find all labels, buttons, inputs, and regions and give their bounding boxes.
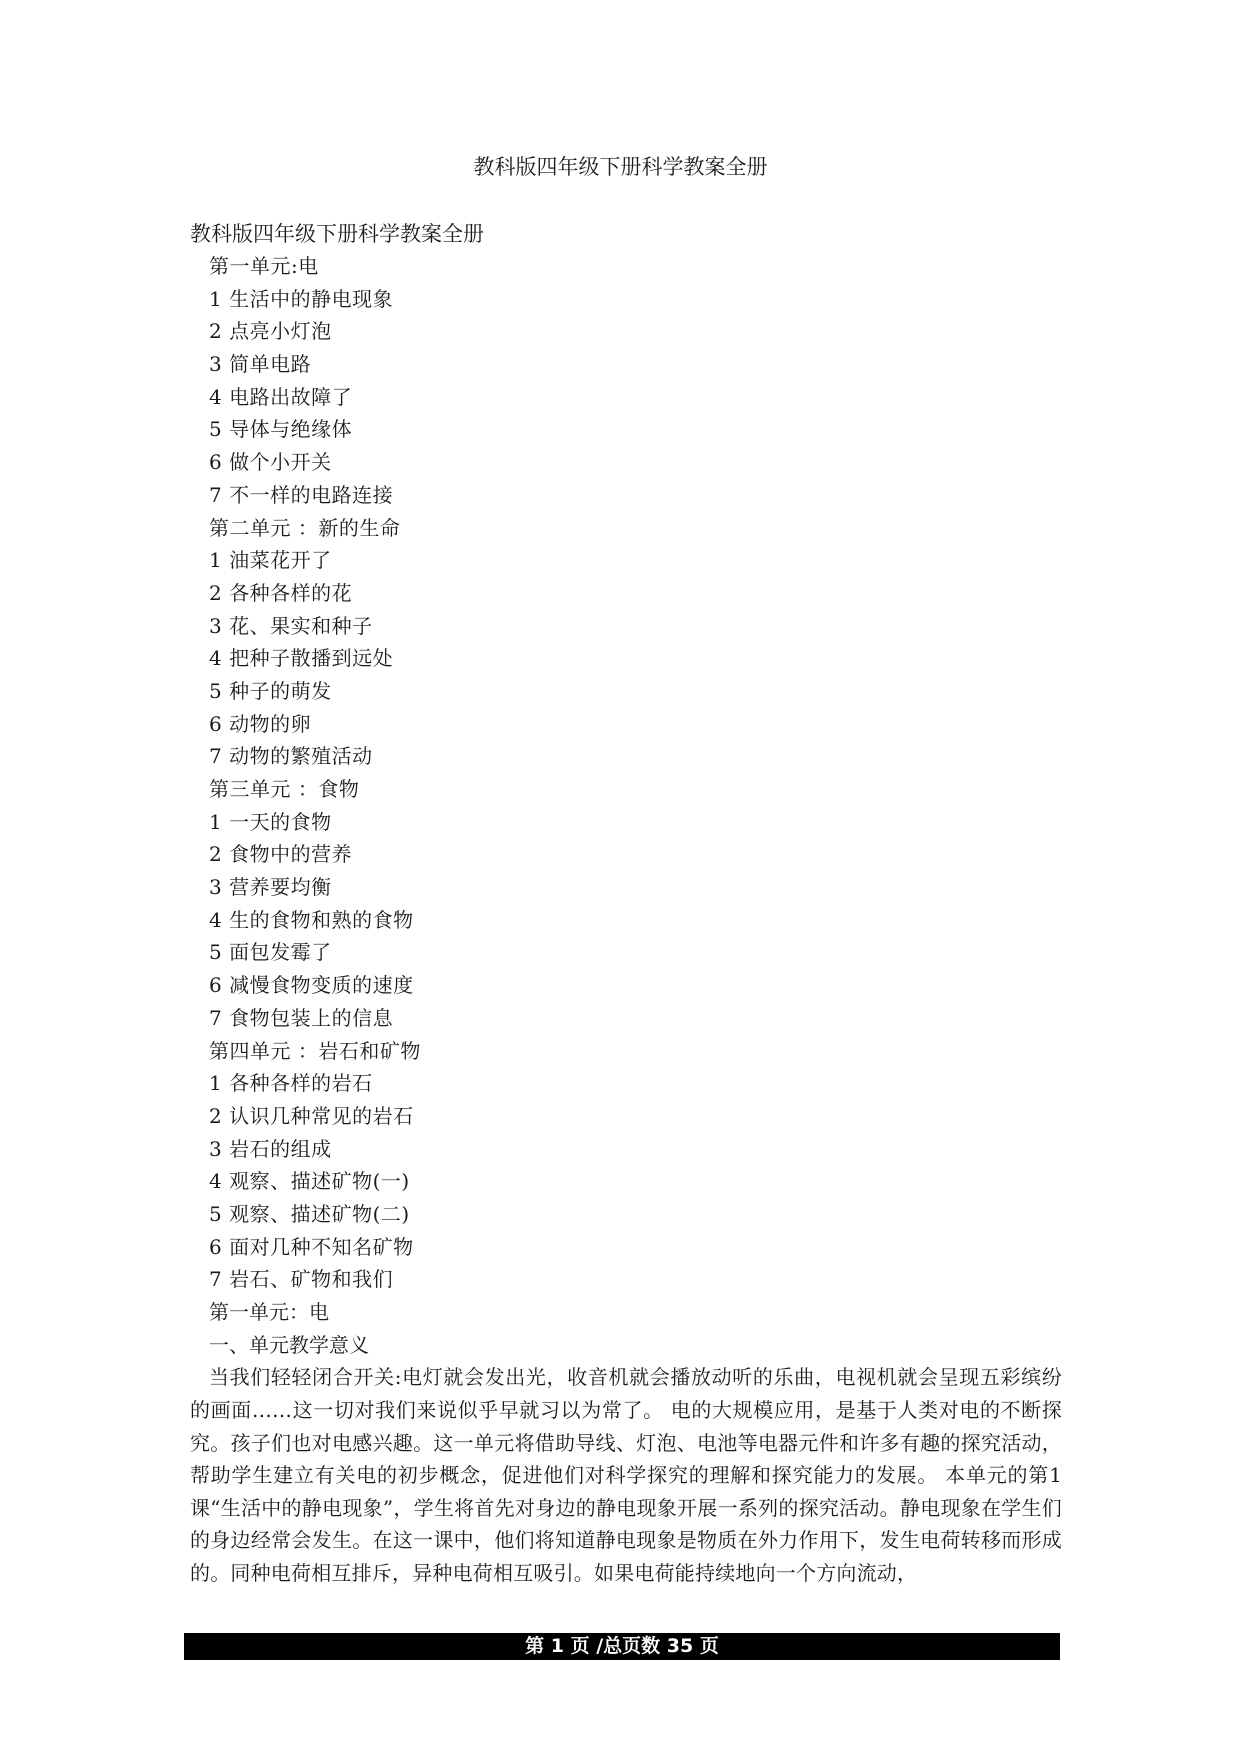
toc-unit-2-heading: 第二单元 ：新的生命: [209, 515, 401, 540]
section-unit-heading: 第一单元：电: [209, 1300, 329, 1324]
toc-item: 6 减慢食物变质的速度: [209, 973, 414, 998]
toc-item: 7 不一样的电路连接: [209, 482, 394, 507]
table-of-contents: [190, 250, 1062, 1296]
toc-item: 5 种子的萌发: [209, 678, 332, 703]
toc-unit-4-heading: 第四单元 ：岩石和矿物: [209, 1038, 421, 1063]
toc-item: 6 面对几种不知名矿物: [209, 1234, 414, 1259]
toc-item: 1 各种各样的岩石: [209, 1071, 373, 1096]
toc-item: 6 动物的卵: [209, 711, 312, 736]
toc-item: 7 岩石、矿物和我们: [209, 1267, 394, 1292]
toc-item: 2 各种各样的花: [209, 580, 353, 605]
page-number-label: 第 1 页 /总页数 35 页: [525, 1635, 719, 1657]
toc-item: 2 点亮小灯泡: [209, 319, 332, 344]
toc-item: 3 营养要均衡: [209, 875, 332, 900]
toc-item: 1 一天的食物: [209, 809, 332, 834]
toc-item: 5 导体与绝缘体: [209, 417, 353, 442]
toc-item: 6 做个小开关: [209, 450, 332, 475]
toc-item: 1 油菜花开了: [209, 548, 332, 573]
toc-unit-3-heading: 第三单元 ：食物: [209, 777, 360, 801]
body-paragraph: 当我们轻轻闭合开关:电灯就会发出光，收音机就会播放动听的乐曲，电视机就会呈现五彩缤纷的画面……这一切对我们来说似乎早就习以为常了。 电的大规模应用，是基于人类对电的不断探究。孩子们也对电感兴趣。这一单元将借助导线、灯泡、电池等电器元件和许多有趣的探究活动，帮助学生建立有关电的初步概念，促进他们对科学探究的理解和探究能力的发展。 本单元的第1课“生活中的静电现象”，学生将首先对身边的静电现象开展一系列的探究活动。静电现象在学生们的身边经常会发生。在这一课中，他们将知道静电现象是物质在外力作用下，发生电荷转移而形成的。同种电荷相互排斥，异种电荷相互吸引。如果电荷能持续地向一个方向流动，: [190, 1365, 1062, 1585]
toc-item: 4 把种子散播到远处: [209, 646, 394, 671]
toc-item: 7 食物包装上的信息: [209, 1005, 394, 1030]
toc-item: 4 电路出故障了: [209, 384, 353, 409]
toc-item: 4 生的食物和熟的食物: [209, 907, 414, 932]
toc-item: 3 花、果实和种子: [209, 613, 373, 638]
toc-unit-1-heading: 第一单元:电: [209, 254, 319, 278]
toc-item: 1 生活中的静电现象: [209, 286, 394, 311]
toc-item: 5 观察、描述矿物(二): [209, 1201, 410, 1226]
document-title: 教科版四年级下册科学教案全册: [190, 222, 484, 246]
toc-item: 3 岩石的组成: [209, 1136, 332, 1161]
toc-item: 5 面包发霉了: [209, 940, 332, 965]
section-subheading: 一、单元教学意义: [209, 1332, 369, 1357]
page-header-title: 教科版四年级下册科学教案全册: [473, 155, 768, 179]
toc-item: 2 食物中的营养: [209, 842, 353, 867]
page-footer: [184, 1633, 1060, 1660]
toc-item: 2 认识几种常见的岩石: [209, 1103, 414, 1128]
toc-item: 4 观察、描述矿物(一): [209, 1169, 410, 1194]
document-content: [190, 218, 1062, 1590]
toc-item: 7 动物的繁殖活动: [209, 744, 373, 769]
toc-item: 3 简单电路: [209, 352, 312, 377]
